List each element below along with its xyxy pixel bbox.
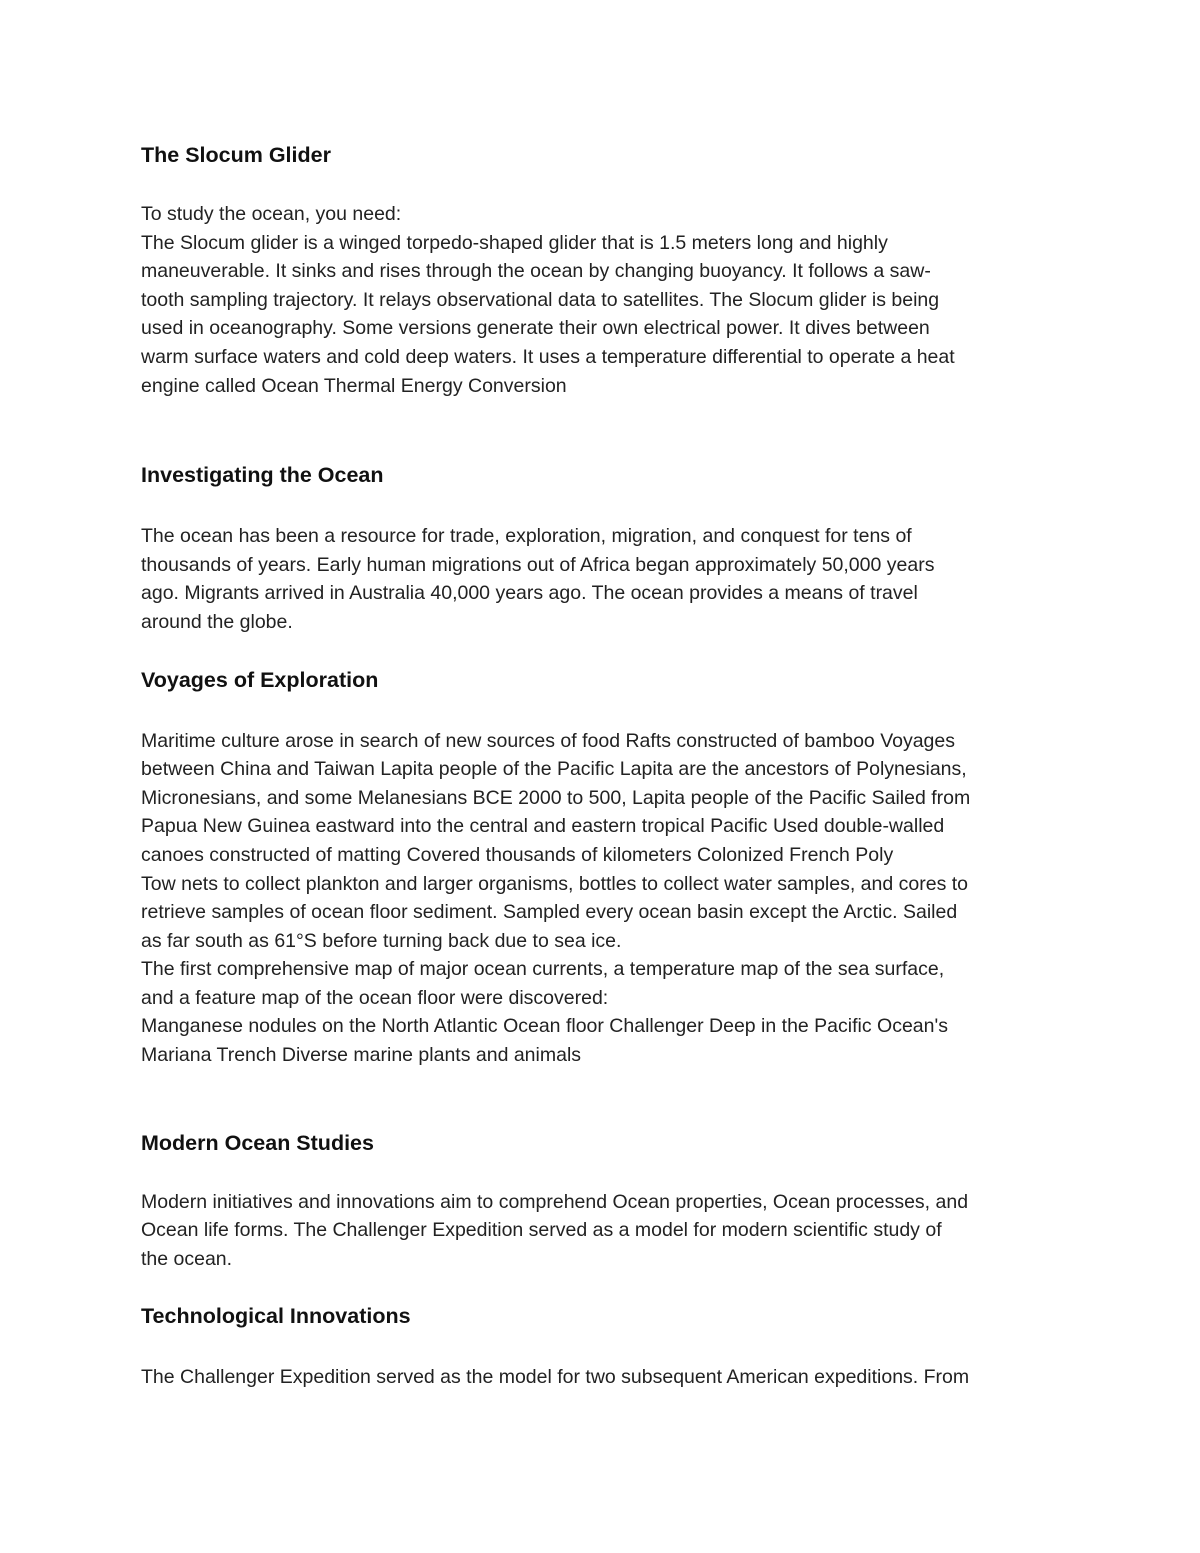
text-line: used in oceanography. Some versions generate their own electrical power. It dives between [141,317,930,340]
text-line: Micronesians, and some Melanesians BCE 2000 to 500, Lapita people of the Pacific Sailed from [141,786,971,809]
heading-investigating-the-ocean: Investigating the Ocean [141,463,384,488]
heading-modern-ocean-studies: Modern Ocean Studies [141,1130,374,1155]
text-line: between China and Taiwan Lapita people of the Pacific Lapita are the ancestors of Polynesians, [141,758,967,781]
text-line: around the globe. [141,610,293,633]
text-line: engine called Ocean Thermal Energy Conversion [141,374,567,397]
paragraph-modern-ocean-studies [141,1188,1071,1274]
text-line: the ocean. [141,1247,233,1270]
heading-voyages-of-exploration: Voyages of Exploration [141,667,379,692]
paragraph-investigating-the-ocean [141,522,1071,636]
text-line: The Challenger Expedition served as the model for two subsequent American expeditions. From [141,1366,970,1389]
text-line: The ocean has been a resource for trade, exploration, migration, and conquest for tens of [141,525,912,548]
text-line: Tow nets to collect plankton and larger organisms, bottles to collect water samples, and cores to [141,872,968,895]
text-line: maneuverable. It sinks and rises through the ocean by changing buoyancy. It follows a saw- [141,260,931,283]
text-line: and a feature map of the ocean floor were discovered: [141,986,609,1009]
text-line: The Slocum glider is a winged torpedo-shaped glider that is 1.5 meters long and highly [141,231,888,254]
text-line: Papua New Guinea eastward into the central and eastern tropical Pacific Used double-walled [141,815,945,838]
text-line: Ocean life forms. The Challenger Expedition served as a model for modern scientific study of [141,1219,942,1242]
text-line: Maritime culture arose in search of new sources of food Rafts constructed of bamboo Voyages [141,729,956,752]
text-line: canoes constructed of matting Covered thousands of kilometers Colonized French Poly [141,843,894,866]
text-line: as far south as 61°S before turning back due to sea ice. [141,929,622,952]
text-line: Manganese nodules on the North Atlantic Ocean floor Challenger Deep in the Pacific Ocean's [141,1015,948,1038]
text-line: To study the ocean, you need: [141,203,402,225]
text-line: retrieve samples of ocean floor sediment. Sampled every ocean basin except the Arctic. Sailed [141,901,958,924]
text-line: ago. Migrants arrived in Australia 40,000 years ago. The ocean provides a means of travel [141,582,918,605]
paragraph-technological-innovations [141,1363,1071,1392]
text-line: tooth sampling trajectory. It relays observational data to satellites. The Slocum glider is being [141,288,940,311]
text-line: Modern initiatives and innovations aim to comprehend Ocean properties, Ocean processes, and [141,1190,969,1213]
text-line: thousands of years. Early human migrations out of Africa began approximately 50,000 years [141,553,935,576]
document-page [141,140,1071,1392]
text-line: warm surface waters and cold deep waters. It uses a temperature differential to operate a heat [141,345,955,368]
text-line: The first comprehensive map of major ocean currents, a temperature map of the sea surface, [141,958,945,981]
paragraph-voyages-of-exploration [141,727,1071,1070]
text-line: Mariana Trench Diverse marine plants and animals [141,1044,582,1067]
heading-technological-innovations: Technological Innovations [141,1304,411,1329]
heading-slocum-glider: The Slocum Glider [141,143,331,167]
paragraph-slocum-glider [141,200,1071,400]
